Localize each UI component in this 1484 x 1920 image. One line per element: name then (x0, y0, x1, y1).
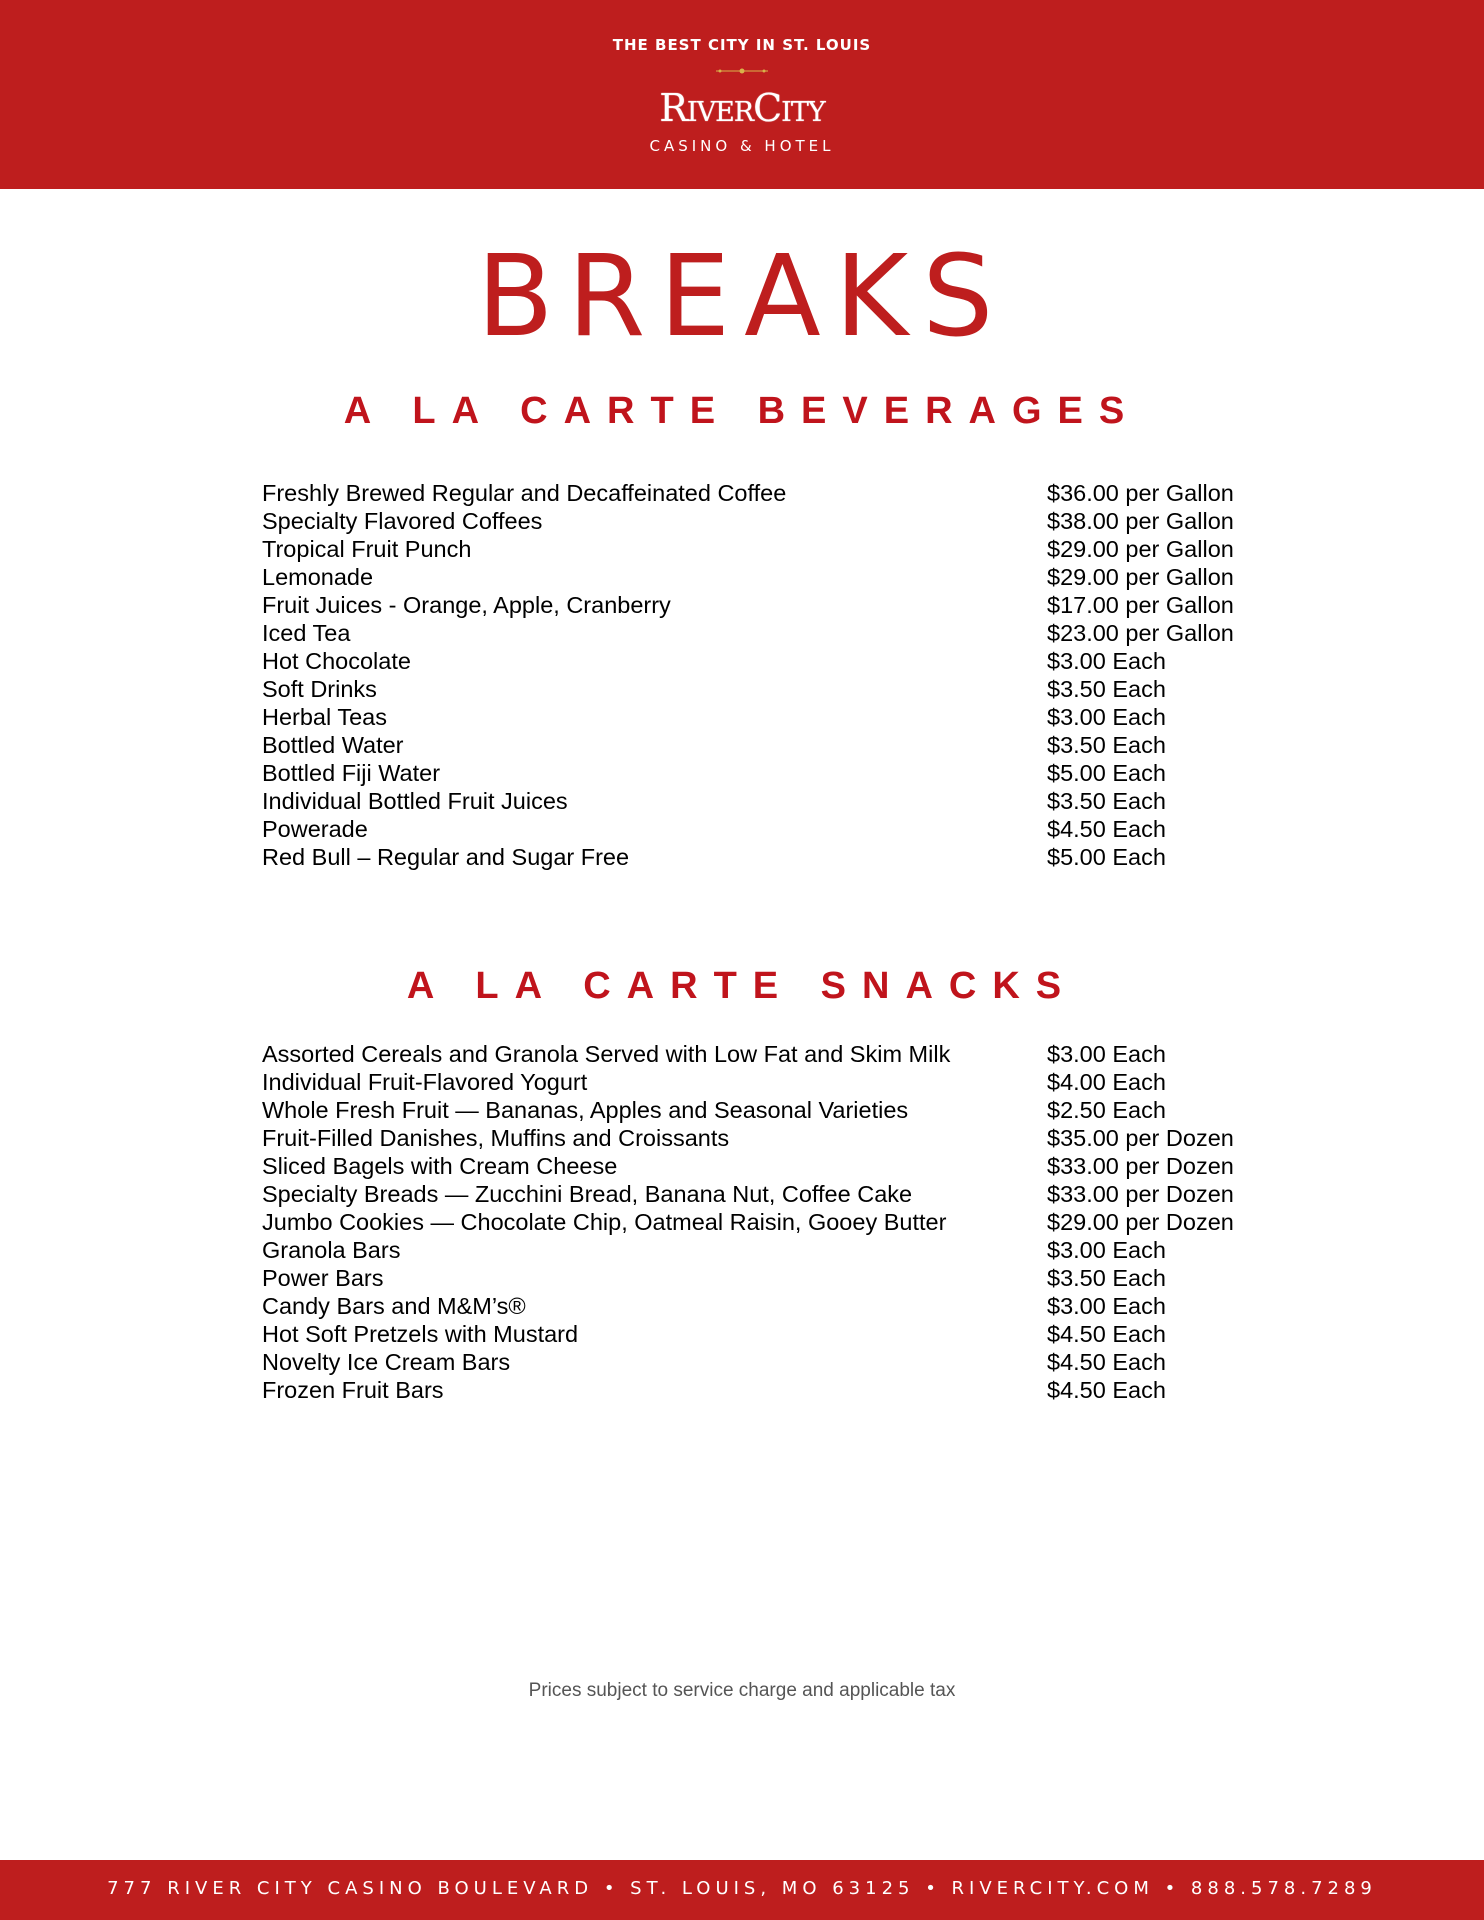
item-name: Specialty Breads — Zucchini Bread, Banana Nut, Coffee Cake (262, 1181, 913, 1207)
logo-subtitle: CASINO & HOTEL (649, 137, 835, 155)
menu-row (262, 1040, 1262, 1068)
price-note: Prices subject to service charge and applicable tax (528, 1680, 956, 1701)
item-price: $2.50 Each (1047, 1097, 1166, 1123)
item-name: Soft Drinks (262, 676, 377, 702)
footer-contact: 777 RIVER CITY CASINO BOULEVARD • ST. LOUIS, MO 63125 • RIVERCITY.COM • 888.578.7289 (107, 1878, 1377, 1899)
menu-row (262, 703, 1262, 731)
menu-row (262, 591, 1262, 619)
item-price: $3.50 Each (1047, 732, 1166, 758)
menu-row (262, 1096, 1262, 1124)
menu-row (262, 479, 1262, 507)
item-name: Individual Bottled Fruit Juices (262, 788, 568, 814)
menu-row (262, 1152, 1262, 1180)
menu-row (262, 1320, 1262, 1348)
item-name: Fruit Juices - Orange, Apple, Cranberry (262, 592, 671, 618)
item-price: $3.50 Each (1047, 1265, 1166, 1291)
logo-rivercity: RiverCity (659, 86, 825, 130)
ornament-divider-icon (712, 66, 772, 76)
item-name: Hot Soft Pretzels with Mustard (262, 1321, 579, 1347)
menu-row (262, 1124, 1262, 1152)
item-price: $29.00 per Dozen (1047, 1209, 1234, 1235)
menu-row (262, 1376, 1262, 1404)
item-name: Tropical Fruit Punch (262, 536, 472, 562)
item-name: Whole Fresh Fruit — Bananas, Apples and Seasonal Varieties (262, 1097, 909, 1123)
menu-row (262, 675, 1262, 703)
item-name: Powerade (262, 816, 368, 842)
item-name: Red Bull – Regular and Sugar Free (262, 844, 630, 870)
menu-row (262, 815, 1262, 843)
item-price: $4.50 Each (1047, 1377, 1166, 1403)
item-price: $3.50 Each (1047, 788, 1166, 814)
item-name: Iced Tea (262, 620, 351, 646)
item-price: $17.00 per Gallon (1047, 592, 1234, 618)
item-price: $23.00 per Gallon (1047, 620, 1234, 646)
footer-banner (0, 1860, 1484, 1920)
menu-row (262, 1208, 1262, 1236)
menu-row (262, 619, 1262, 647)
item-price: $4.50 Each (1047, 816, 1166, 842)
item-name: Jumbo Cookies — Chocolate Chip, Oatmeal Raisin, Gooey Butter (262, 1209, 947, 1235)
menu-row (262, 1068, 1262, 1096)
item-price: $4.00 Each (1047, 1069, 1166, 1095)
item-name: Freshly Brewed Regular and Decaffeinated Coffee (262, 480, 787, 506)
item-name: Frozen Fruit Bars (262, 1377, 444, 1403)
item-price: $3.50 Each (1047, 676, 1166, 702)
item-name: Hot Chocolate (262, 648, 411, 674)
item-name: Bottled Water (262, 732, 404, 758)
snacks-heading: A LA CARTE SNACKS (406, 965, 1078, 1007)
menu-row (262, 1264, 1262, 1292)
menu-row (262, 1292, 1262, 1320)
item-name: Specialty Flavored Coffees (262, 508, 543, 534)
item-name: Bottled Fiji Water (262, 760, 441, 786)
menu-row (262, 647, 1262, 675)
item-price: $3.00 Each (1047, 704, 1166, 730)
item-price: $36.00 per Gallon (1047, 480, 1234, 506)
item-price: $3.00 Each (1047, 1293, 1166, 1319)
beverages-list (262, 479, 1262, 871)
item-name: Fruit-Filled Danishes, Muffins and Croissants (262, 1125, 730, 1151)
item-name: Novelty Ice Cream Bars (262, 1349, 511, 1375)
item-price: $5.00 Each (1047, 760, 1166, 786)
item-price: $5.00 Each (1047, 844, 1166, 870)
item-name: Individual Fruit-Flavored Yogurt (262, 1069, 588, 1095)
snacks-list (262, 1040, 1262, 1404)
item-price: $33.00 per Dozen (1047, 1153, 1234, 1179)
item-price: $33.00 per Dozen (1047, 1181, 1234, 1207)
beverages-heading: A LA CARTE BEVERAGES (343, 390, 1141, 432)
menu-row (262, 787, 1262, 815)
menu-row (262, 1348, 1262, 1376)
item-name: Candy Bars and M&M’s® (262, 1293, 526, 1319)
item-price: $3.00 Each (1047, 1041, 1166, 1067)
menu-row (262, 507, 1262, 535)
menu-row (262, 535, 1262, 563)
page-title: BREAKS (476, 232, 1008, 362)
item-name: Assorted Cereals and Granola Served with Low Fat and Skim Milk (262, 1041, 951, 1067)
menu-row (262, 843, 1262, 871)
item-price: $3.00 Each (1047, 648, 1166, 674)
item-price: $4.50 Each (1047, 1321, 1166, 1347)
item-name: Herbal Teas (262, 704, 387, 730)
item-name: Lemonade (262, 564, 374, 590)
item-price: $38.00 per Gallon (1047, 508, 1234, 534)
item-price: $3.00 Each (1047, 1237, 1166, 1263)
menu-row (262, 563, 1262, 591)
item-name: Granola Bars (262, 1237, 401, 1263)
tagline: THE BEST CITY IN ST. LOUIS (612, 36, 872, 54)
header-banner (0, 0, 1484, 189)
menu-row (262, 759, 1262, 787)
item-name: Power Bars (262, 1265, 384, 1291)
menu-row (262, 731, 1262, 759)
item-name: Sliced Bagels with Cream Cheese (262, 1153, 618, 1179)
item-price: $29.00 per Gallon (1047, 536, 1234, 562)
item-price: $4.50 Each (1047, 1349, 1166, 1375)
item-price: $35.00 per Dozen (1047, 1125, 1234, 1151)
item-price: $29.00 per Gallon (1047, 564, 1234, 590)
menu-row (262, 1180, 1262, 1208)
menu-row (262, 1236, 1262, 1264)
